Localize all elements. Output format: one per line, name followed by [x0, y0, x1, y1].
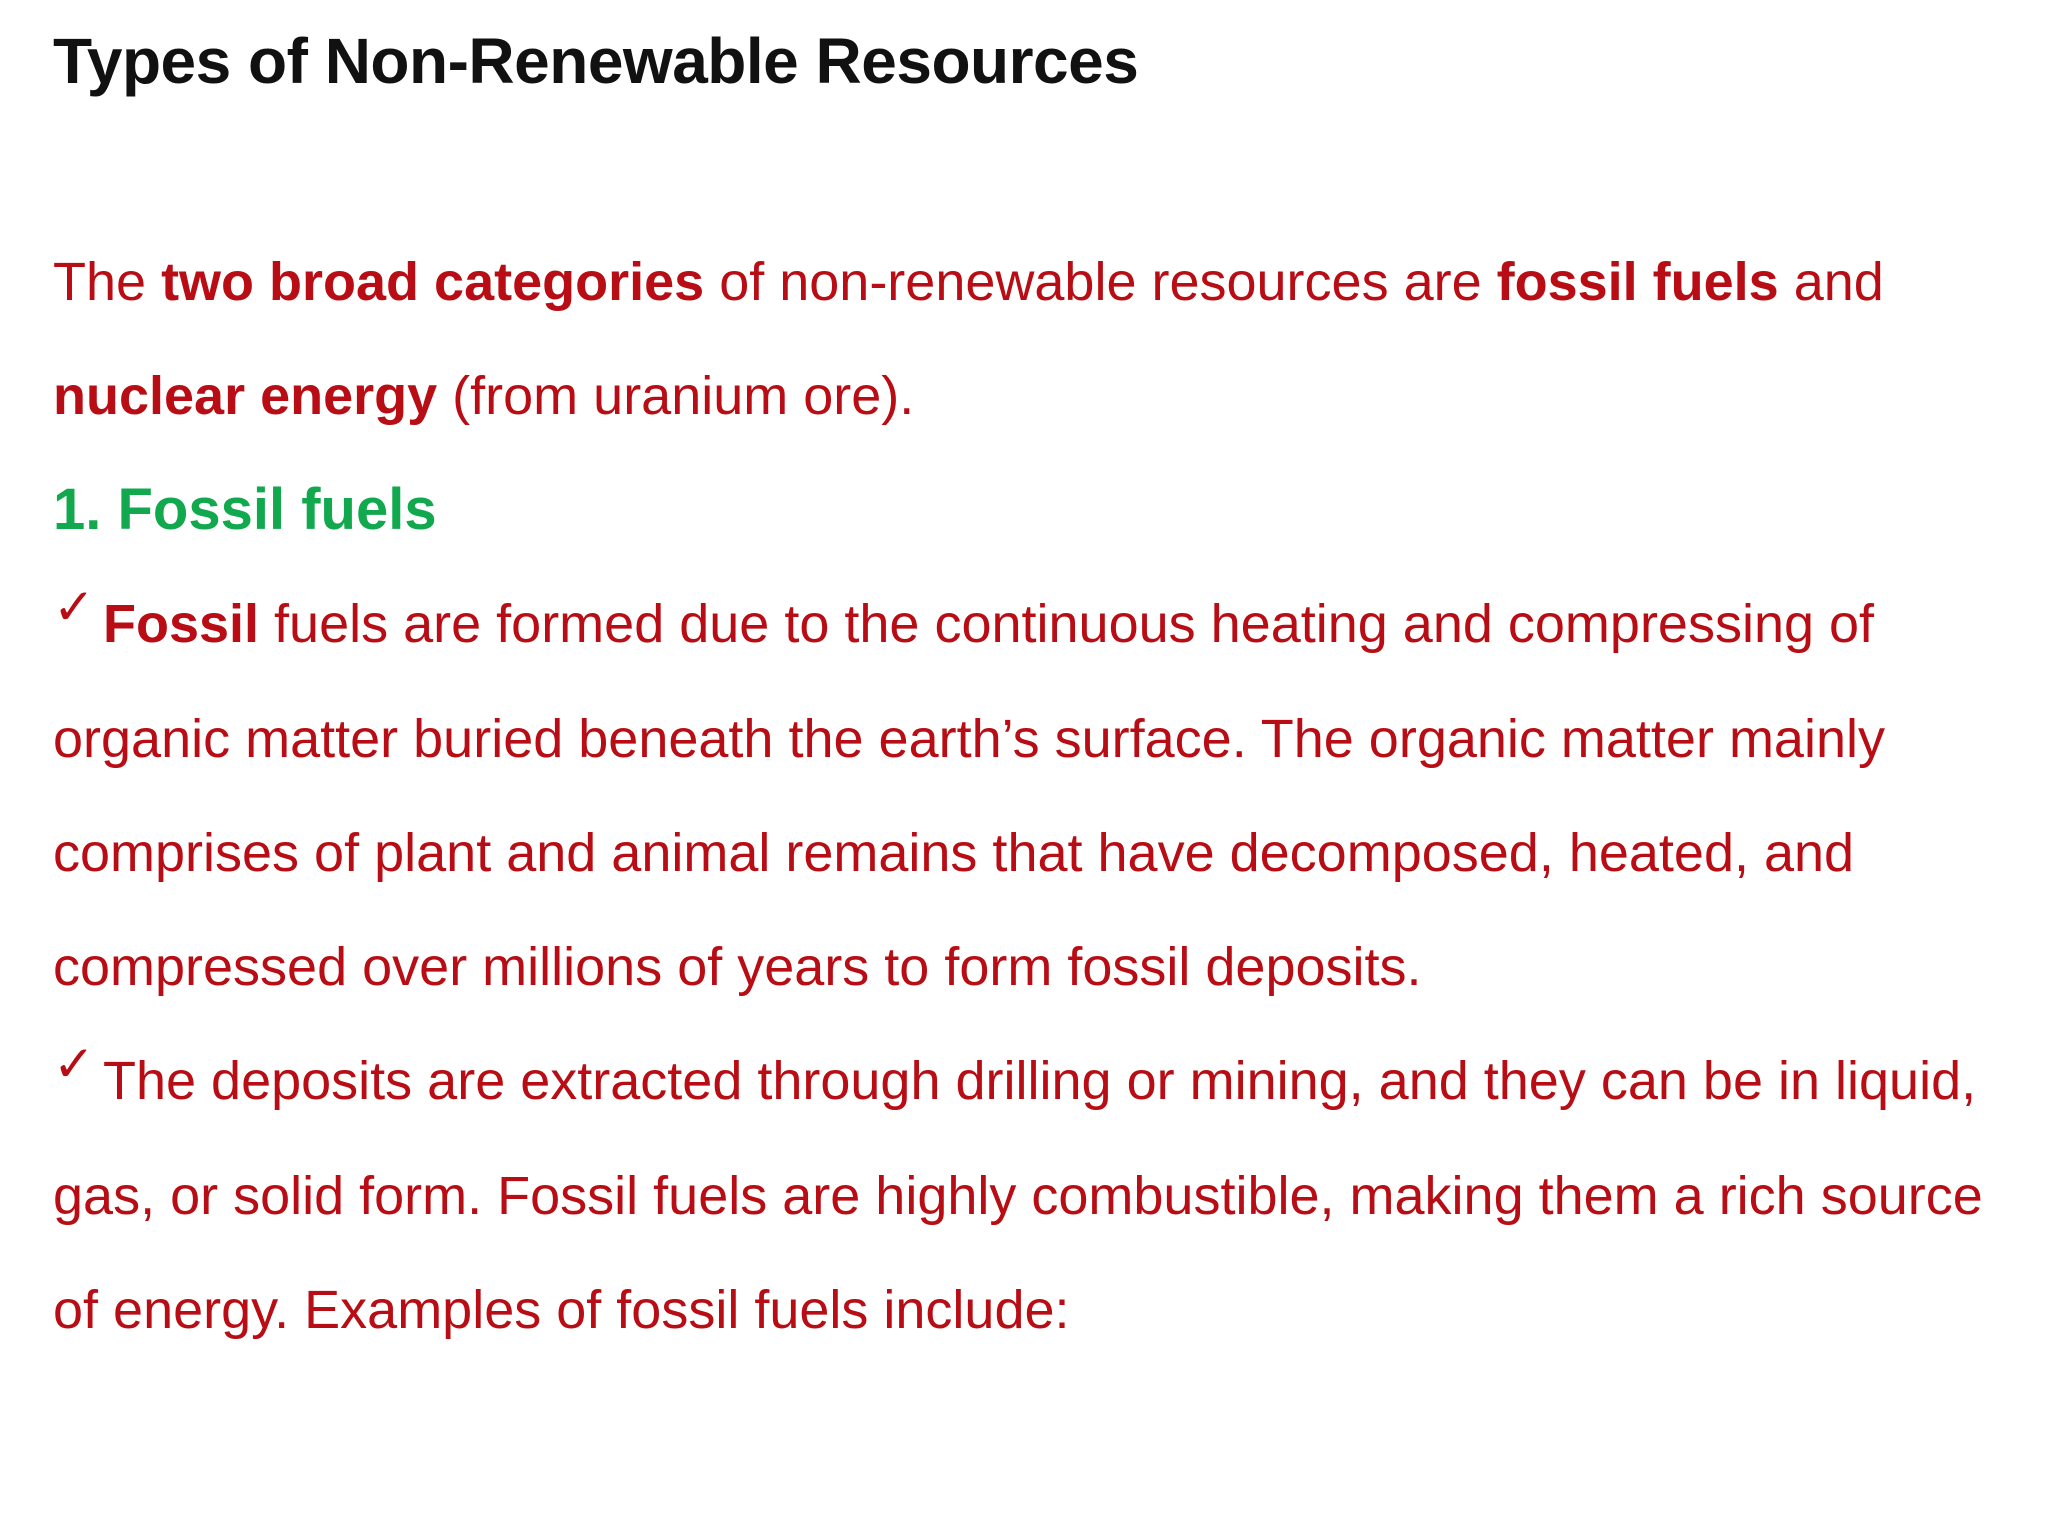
checkmark-icon: ✓ — [53, 579, 95, 635]
intro-text-3: and — [1778, 252, 1884, 312]
intro-text-4: (from uranium ore). — [437, 366, 915, 426]
bullet-item — [53, 567, 2028, 1024]
intro-paragraph — [53, 225, 2028, 453]
intro-bold-categories: two broad categories — [161, 252, 705, 312]
intro-bold-nuclear-energy: nuclear energy — [53, 366, 438, 426]
checkmark-icon: ✓ — [53, 1036, 95, 1092]
bullet-text: The deposits are extracted through drilling or mining, and they can be in liquid, gas, or solid form. Fossil fuels are highly combustible, making them a rich source of energy. Examples of fossil fuels include: — [53, 1051, 1983, 1340]
bullet-bold-lead: Fossil — [103, 594, 260, 654]
intro-bold-fossil-fuels: fossil fuels — [1496, 252, 1779, 312]
bullet-item — [53, 1024, 2028, 1367]
intro-text-2: of non-renewable resources are — [704, 252, 1497, 312]
section-heading: 1. Fossil fuels — [53, 477, 437, 542]
slide-body — [53, 225, 2028, 1367]
intro-text-1: The — [53, 252, 162, 312]
bullet-text: fuels are formed due to the continuous heating and compressing of organic matter buried beneath the earth’s surface. The organic matter mainly comprises of plant and animal remains that have decomposed, heated, and compressed over millions of years to form fossil deposits. — [53, 594, 1885, 997]
page-title: Types of Non-Renewable Resources — [53, 25, 1139, 97]
